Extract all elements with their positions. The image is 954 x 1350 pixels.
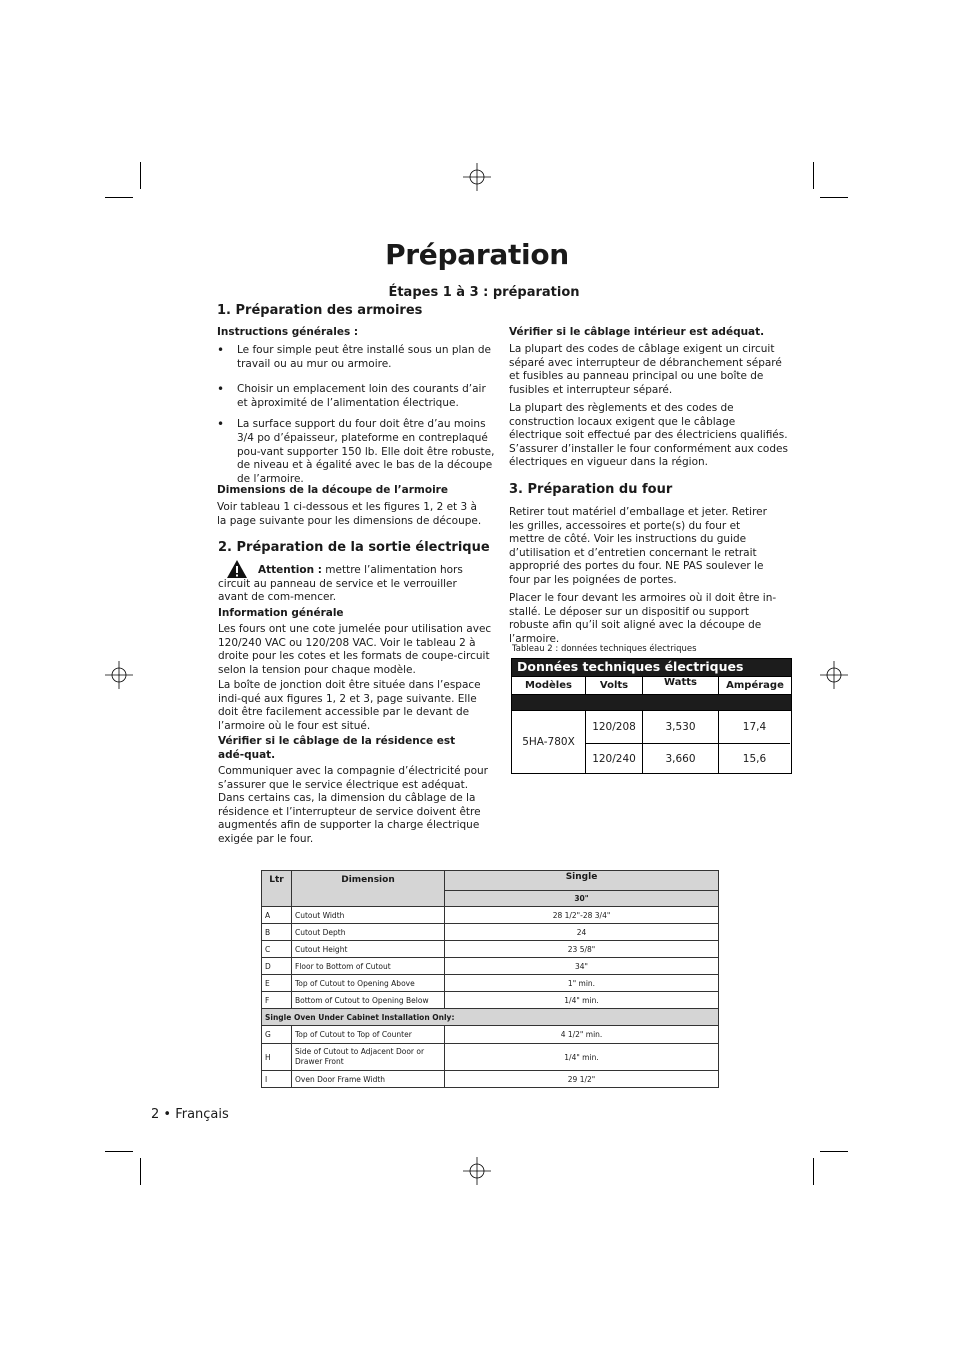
four-paragraph-1: Retirer tout matériel d’emballage et jeter. Retirer les grilles, accessoires et porte(s) du four et mettre de côté. Voir les instructions du guide d’utilisation et d’entretien concernant le retrait approprié des portes du four. NE PAS soulever le four par les poignées de portes. xyxy=(509,506,767,586)
dimensions-label: Dimensions de la découpe de l’armoire xyxy=(217,484,448,496)
dimension-cell: Side of Cutout to Adjacent Door or Drawer Front xyxy=(292,1044,445,1071)
value-cell: 1/4" min. xyxy=(445,1044,719,1071)
crop-mark xyxy=(820,1151,848,1152)
info-paragraph-1: Les fours ont une cote jumelée pour utilisation avec 120/240 VAC ou 120/208 VAC. Voir le tableau 2 à droite pour les cotes et les formats de coupe-circuit selon la tension pour chaque modèle. xyxy=(218,623,492,676)
table-caption: Tableau 2 : données techniques électriques xyxy=(512,644,697,654)
table-row xyxy=(262,941,719,958)
attention-text: mettre l’alimentation hors circuit au panneau de service et le verrouiller avant de com-mencer. xyxy=(218,564,463,604)
column-header: Ampérage xyxy=(726,680,784,691)
letter-cell: H xyxy=(262,1044,292,1071)
dimension-cell: Bottom of Cutout to Opening Below xyxy=(292,992,445,1009)
dimension-cell: Oven Door Frame Width xyxy=(292,1071,445,1088)
letter-cell: B xyxy=(262,924,292,941)
amps-cell: 17,4 xyxy=(742,721,767,733)
value-cell: 1" min. xyxy=(445,975,719,992)
registration-mark-icon xyxy=(105,661,133,689)
attention-label: Attention : xyxy=(258,564,322,576)
watts-cell: 3,660 xyxy=(643,744,719,773)
instructions-list xyxy=(217,344,495,494)
dimensions-text: Voir tableau 1 ci-dessous et les figures 1, 2 et 3 à la page suivante pour les dimensions de découpe. xyxy=(217,501,482,527)
dimension-cell: Cutout Height xyxy=(292,941,445,958)
dimension-cell: Cutout Depth xyxy=(292,924,445,941)
letter-cell: E xyxy=(262,975,292,992)
dimension-cell: Floor to Bottom of Cutout xyxy=(292,958,445,975)
table-header-row xyxy=(262,871,719,891)
table-row xyxy=(586,744,790,773)
section-heading-four: 3. Préparation du four xyxy=(509,482,673,497)
dimension-cell: Top of Cutout to Top of Counter xyxy=(292,1026,445,1044)
value-cell: 23 5/8" xyxy=(445,941,719,958)
volts-cell: 120/240 xyxy=(586,744,643,773)
registration-mark-icon xyxy=(463,1157,491,1185)
dimension-cell: Cutout Width xyxy=(292,907,445,924)
table-header-row xyxy=(512,676,791,694)
column-subheader: 30" xyxy=(445,891,719,907)
column-header: Ltr xyxy=(262,871,292,907)
value-cell: 34" xyxy=(445,958,719,975)
letter-cell: A xyxy=(262,907,292,924)
table-divider xyxy=(512,694,791,710)
table-row xyxy=(262,992,719,1009)
dimension-table xyxy=(261,870,719,1088)
page-subtitle: Étapes 1 à 3 : préparation xyxy=(388,285,580,300)
verify-residence-label: Vérifier si le câblage de la résidence est adé-quat. xyxy=(218,735,456,761)
crop-mark xyxy=(820,197,848,198)
table-row xyxy=(262,1071,719,1088)
four-paragraph-2: Placer le four devant les armoires où il doit être in-stallé. Le déposer sur un dispositif ou support robuste afin qu’il soit aligné avec la découpe de l’armoire. xyxy=(509,592,777,645)
dimension-cell: Top of Cutout to Opening Above xyxy=(292,975,445,992)
interior-paragraph-1: La plupart des codes de câblage exigent un circuit séparé avec interrupteur de débranchement séparé et fusibles au panneau principal ou une boîte de fusibles et interrupteur séparé. xyxy=(509,343,782,396)
value-cell: 24 xyxy=(445,924,719,941)
amps-cell: 15,6 xyxy=(742,752,767,765)
value-cell: 28 1/2"-28 3/4" xyxy=(445,907,719,924)
crop-mark xyxy=(105,1151,133,1152)
crop-mark xyxy=(140,1158,141,1185)
column-header: Single xyxy=(445,871,719,891)
column-header: Dimension xyxy=(292,871,445,907)
table-row xyxy=(262,1026,719,1044)
section-heading-electrical: 2. Préparation de la sortie électrique xyxy=(218,540,490,555)
registration-mark-icon xyxy=(820,661,848,689)
section-label: Single Oven Under Cabinet Installation Only: xyxy=(262,1009,719,1026)
crop-mark xyxy=(140,162,141,189)
table-row xyxy=(262,907,719,924)
table-row xyxy=(262,958,719,975)
list-item: • Le four simple peut être installé sous un plan de travail ou au mur ou armoire. xyxy=(217,344,495,371)
info-label: Information générale xyxy=(218,607,344,619)
letter-cell: D xyxy=(262,958,292,975)
verify-residence-text: Communiquer avec la compagnie d’électricité pour s’assurer que le service électrique est adéquat. Dans certains cas, la dimension du câblage de la résidence et l’interrupteur de service doivent être augmentés afin de supporter la charge électrique exigée par le four. xyxy=(218,765,488,845)
instructions-label: Instructions générales : xyxy=(217,326,359,338)
verify-interior-label: Vérifier si le câblage intérieur est adéquat. xyxy=(509,326,765,338)
value-cell: 4 1/2" min. xyxy=(445,1026,719,1044)
page-footer: 2 • Français xyxy=(151,1107,229,1122)
letter-cell: F xyxy=(262,992,292,1009)
table-section-row xyxy=(262,1009,719,1026)
watts-cell: 3,530 xyxy=(643,711,719,743)
page-title: Préparation xyxy=(385,238,569,271)
letter-cell: I xyxy=(262,1071,292,1088)
crop-mark xyxy=(813,1158,814,1185)
crop-mark xyxy=(105,197,133,198)
volts-cell: 120/208 xyxy=(586,711,643,743)
value-cell: 29 1/2" xyxy=(445,1071,719,1088)
column-header: Volts xyxy=(586,677,643,694)
registration-mark-icon xyxy=(463,163,491,191)
table-row xyxy=(262,1044,719,1071)
column-header: Modèles xyxy=(512,677,586,694)
electrical-table xyxy=(511,658,792,774)
table-title: Données techniques électriques xyxy=(512,659,791,676)
section-heading-armoires: 1. Préparation des armoires xyxy=(217,303,423,318)
table-row xyxy=(262,924,719,941)
attention-paragraph xyxy=(218,564,490,605)
crop-mark xyxy=(813,162,814,189)
list-item: • La surface support du four doit être d’au moins 3/4 po d’épaisseur, plateforme en contreplaqué pou-vant supporter 150 lb. Elle doit être robuste, de niveau et à égalité avec le bas de la découpe de l’armoire. xyxy=(217,418,495,486)
table-row xyxy=(586,711,790,744)
column-header: Watts xyxy=(643,677,719,694)
interior-paragraph-2: La plupart des règlements et des codes de construction locaux exigent que le câblage électrique soit effectué par des électriciens qualifiés. S’assurer d’installer le four conformément aux codes électriques en vigueur dans la région. xyxy=(509,402,788,469)
letter-cell: G xyxy=(262,1026,292,1044)
info-paragraph-2: La boîte de jonction doit être située dans l’espace indi-qué aux figures 1, 2 et 3, page suivante. Elle doit être facilement accessible par le devant de l’armoire où le four est situé. xyxy=(218,679,481,732)
letter-cell: C xyxy=(262,941,292,958)
table-row xyxy=(262,975,719,992)
list-item: • Choisir un emplacement loin des courants d’air et àproximité de l’alimentation électrique. xyxy=(217,383,495,410)
model-cell: 5HA-780X xyxy=(512,711,586,773)
value-cell: 1/4" min. xyxy=(445,992,719,1009)
table-body xyxy=(512,710,791,773)
